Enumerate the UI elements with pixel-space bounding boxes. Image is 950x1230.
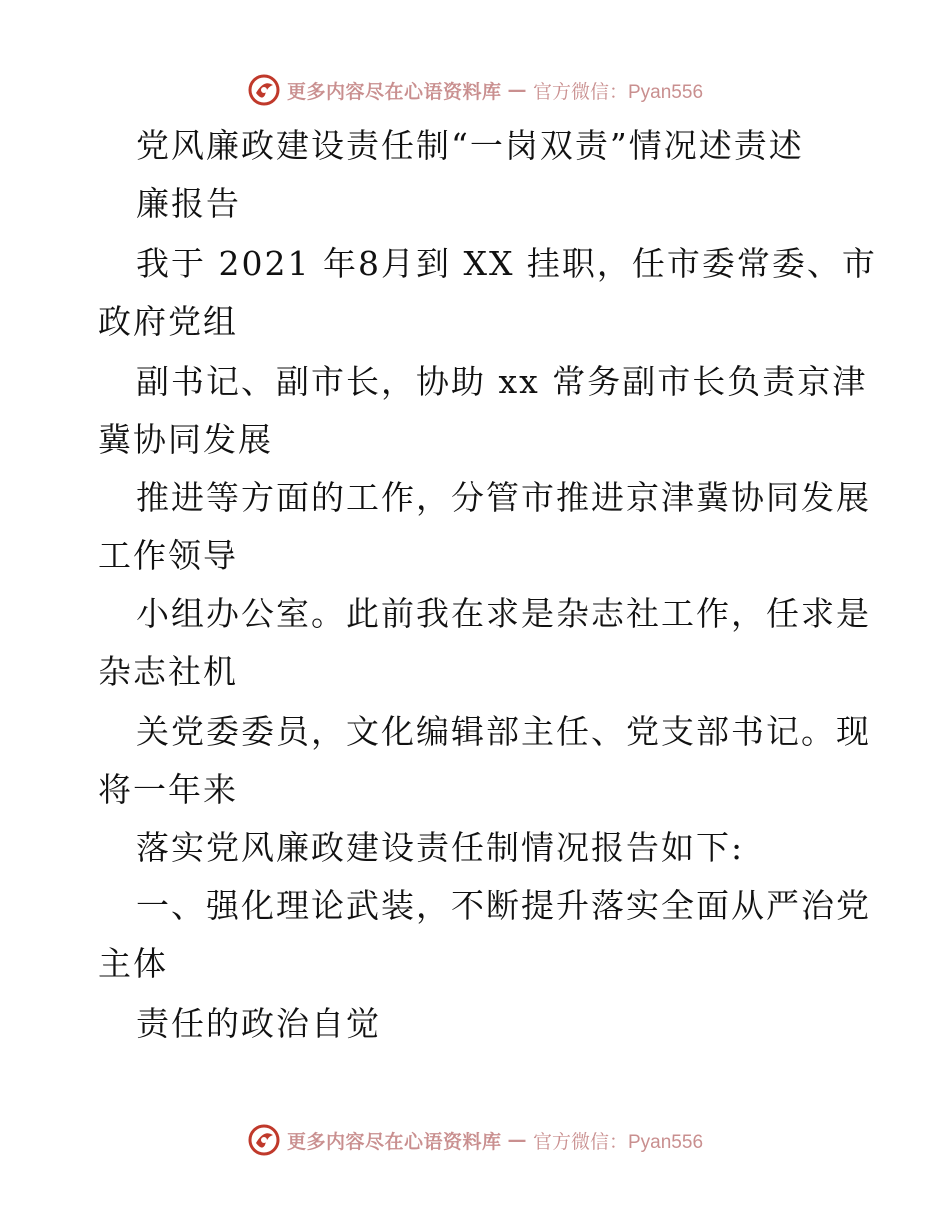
- section-heading-line-1: 一、强化理论武装，不断提升落实全面从严治党: [136, 886, 871, 925]
- footer-watermark: [0, 1120, 950, 1160]
- paragraph-line: 小组办公室。此前我在求是杂志社工作，任求是: [136, 594, 871, 633]
- document-title-line-1: 党风廉政建设责任制“一岗双责”情况述责述: [136, 126, 804, 165]
- paragraph-line: 工作领导: [98, 536, 238, 575]
- section-heading-line-3: 责任的政治自觉: [136, 1004, 381, 1043]
- watermark-contact-text: 官方微信：Pyan556: [533, 81, 704, 103]
- paragraph-line: 杂志社机: [98, 652, 238, 691]
- section-heading-line-2: 主体: [98, 944, 168, 983]
- document-title-line-2: 廉报告: [136, 184, 241, 223]
- paragraph-line: 副书记、副市长，协助 xx 常务副市长负责京津: [136, 362, 868, 401]
- paragraph-line: 政府党组: [98, 302, 238, 341]
- watermark-brand-text: 更多内容尽在心语资料库: [286, 1130, 502, 1153]
- red-swirl-logo-icon: [247, 73, 281, 107]
- watermark-contact-text: 官方微信：Pyan556: [533, 1131, 704, 1153]
- watermark-separator: —: [507, 79, 527, 101]
- header-watermark: [0, 70, 950, 110]
- paragraph-line: 推进等方面的工作，分管市推进京津冀协同发展: [136, 478, 871, 517]
- paragraph-line: 落实党风廉政建设责任制情况报告如下:: [136, 828, 745, 867]
- paragraph-line: 将一年来: [98, 770, 238, 809]
- red-swirl-logo-icon: [247, 1123, 281, 1157]
- paragraph-line: 关党委委员，文化编辑部主任、党支部书记。现: [136, 712, 871, 751]
- watermark-separator: —: [507, 1129, 527, 1151]
- paragraph-line: 冀协同发展: [98, 420, 273, 459]
- paragraph-line: 我于 2021 年8月到 XX 挂职，任市委常委、市: [136, 244, 877, 283]
- watermark-brand-text: 更多内容尽在心语资料库: [286, 80, 502, 103]
